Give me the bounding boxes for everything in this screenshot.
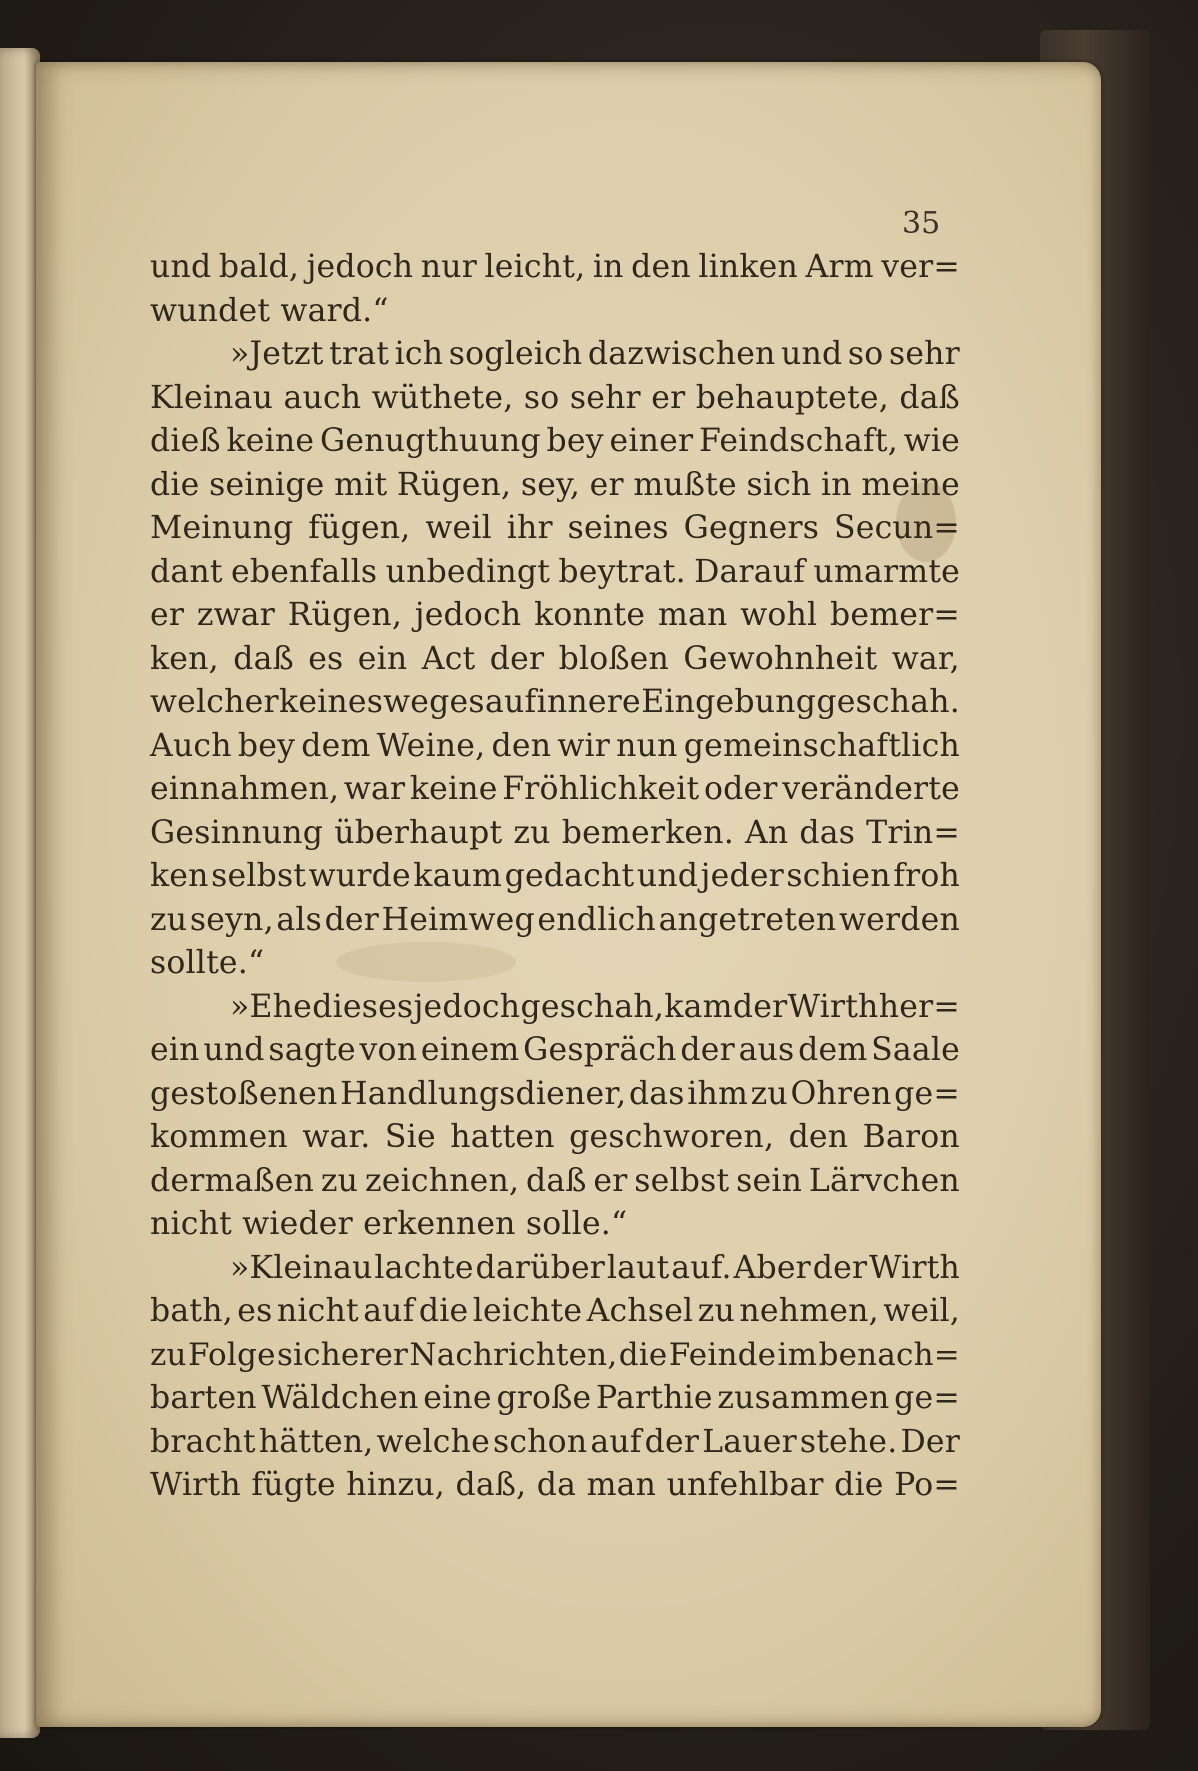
text-line: zu Folge sicherer Nachrichten, die Feinde im benach= <box>150 1336 960 1373</box>
text-line: und bald, jedoch nur leicht, in den linken Arm ver= <box>150 249 960 285</box>
text-line: ein und sagte von einem Gespräch der aus dem Saale <box>150 1032 960 1068</box>
page-number: 35 <box>902 206 941 241</box>
text-line: ken, daß es ein Act der bloßen Gewohnheit war, <box>150 640 960 677</box>
text-line: »Ehe dieses jedoch geschah, kam der Wirth her= <box>230 988 960 1025</box>
text-line: die seinige mit Rügen, sey, er mußte sich in meine <box>150 466 960 503</box>
text-line: Wirth fügte hinzu, daß, da man unfehlbar die Po= <box>150 1467 960 1503</box>
text-line: er zwar Rügen, jedoch konnte man wohl bemer= <box>150 597 960 633</box>
text-line: dant ebenfalls unbedingt beytrat. Darauf umarmte <box>150 553 960 590</box>
text-line: zu seyn, als der Heimweg endlich angetreten werden <box>150 901 960 938</box>
text-line: Gesinnung überhaupt zu bemerken. An das Trin= <box>150 814 960 851</box>
text-line: gestoßenen Handlungsdiener, das ihm zu Ohren ge= <box>150 1075 960 1112</box>
text-line: Kleinau auch wüthete, so sehr er behauptete, daß <box>150 379 960 416</box>
text-line: ken selbst wurde kaum gedacht und jeder schien froh <box>150 858 960 894</box>
text-line: wundet ward.“ <box>150 292 389 329</box>
text-line: welcher keinesweges auf innere Eingebung geschah. <box>150 684 960 720</box>
text-line: nicht wieder erkennen solle.“ <box>150 1206 628 1242</box>
text-line: Meinung fügen, weil ihr seines Gegners Secun= <box>150 510 960 546</box>
text-line: »Jetzt trat ich sogleich dazwischen und so sehr <box>230 336 960 372</box>
text-line: »Kleinau lachte darüber laut auf. Aber der Wirth <box>230 1249 960 1286</box>
text-line: bath, es nicht auf die leichte Achsel zu nehmen, weil, <box>150 1293 960 1329</box>
text-line: Auch bey dem Weine, den wir nun gemeinschaftlich <box>150 727 960 764</box>
text-line: kommen war. Sie hatten geschworen, den Baron <box>150 1119 960 1155</box>
facing-page-edge <box>0 48 40 1738</box>
text-line: einnahmen, war keine Fröhlichkeit oder veränderte <box>150 771 960 807</box>
body-text <box>150 246 960 1508</box>
text-line: dermaßen zu zeichnen, daß er selbst sein Lärvchen <box>150 1162 960 1199</box>
text-line: sollte.“ <box>150 945 265 981</box>
text-line: bracht hätten, welche schon auf der Lauer stehe. Der <box>150 1423 960 1460</box>
text-line: dieß keine Genugthuung bey einer Feindschaft, wie <box>150 423 960 459</box>
text-line: barten Wäldchen eine große Parthie zusammen ge= <box>150 1380 960 1416</box>
